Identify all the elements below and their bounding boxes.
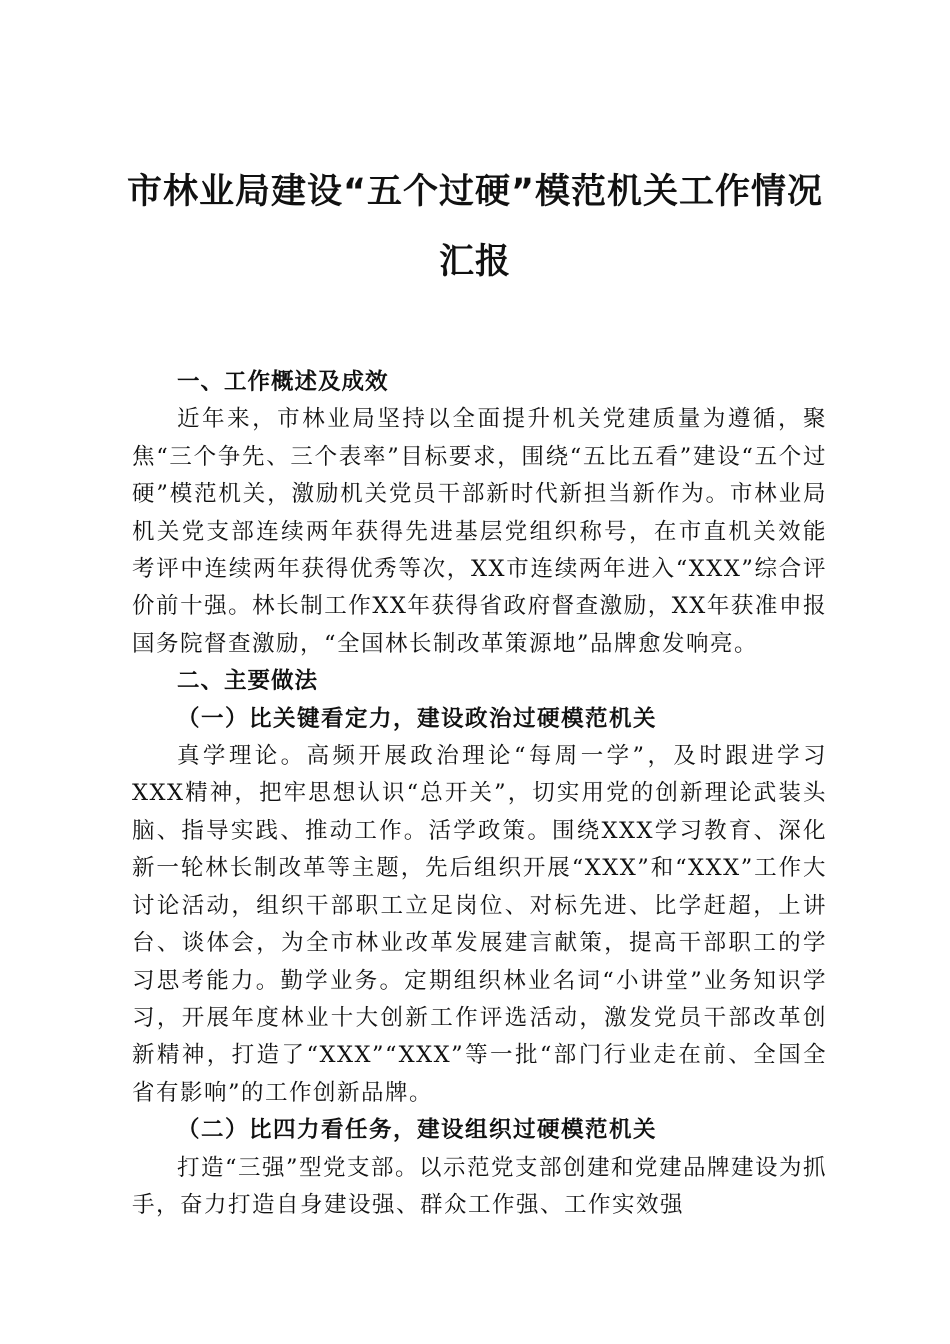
subsection-2-heading: （二）比四力看任务，建设组织过硬模范机关 bbox=[177, 1117, 658, 1144]
subsection-1-paragraph: 真学理论。高频开展政治理论“每周一学”，及时跟进学习XXX精神，把牢思想认识“总开关”，切实用党的创新理论武装头脑、指导实践、推动工作。活学政策。围绕XXX学习教育、深化新一轮林长制改革等主题，先后组织开展“XXX”和“XXX”工作大讨论活动，组织干部职工立足岗位、对标先进、比学赶超，上讲台、谈体会，为全市林业改革发展建言献策，提高干部职工的学习思考能力。勤学业务。定期组织林业名词“小讲堂”业务知识学习，开展年度林业十大创新工作评选活动，激发党员干部改革创新精神，打造了“XXX”“XXX”等一批“部门行业走在前、全国全省有影响”的工作创新品牌。 bbox=[132, 743, 827, 1106]
subsection-2-paragraph: 打造“三强”型党支部。以示范党支部创建和党建品牌建设为抓手，奋力打造自身建设强、群众工作强、工作实效强 bbox=[132, 1154, 828, 1218]
document-body bbox=[132, 364, 827, 1224]
document-title-line-1: 市林业局建设“五个过硬”模范机关工作情况 bbox=[126, 172, 823, 212]
section-1-heading: 一、工作概述及成效 bbox=[177, 369, 389, 395]
section-2-heading: 二、主要做法 bbox=[177, 668, 319, 695]
section-1-paragraph: 近年来，市林业局坚持以全面提升机关党建质量为遵循，聚焦“三个争先、三个表率”目标要求，围绕“五比五看”建设“五个过硬”模范机关，激励机关党员干部新时代新担当新作为。市林业局机关党支部连续两年获得先进基层党组织称号，在市直机关效能考评中连续两年获得优秀等次，XX市连续两年进入“XXX”综合评价前十强。林长制工作XX年获得省政府督查激励，XX年获准申报国务院督查激励，“全国林长制改革策源地”品牌愈发响亮。 bbox=[132, 406, 827, 657]
document-title-line-2: 汇报 bbox=[438, 242, 511, 282]
subsection-1-heading: （一）比关键看定力，建设政治过硬模范机关 bbox=[177, 705, 658, 732]
